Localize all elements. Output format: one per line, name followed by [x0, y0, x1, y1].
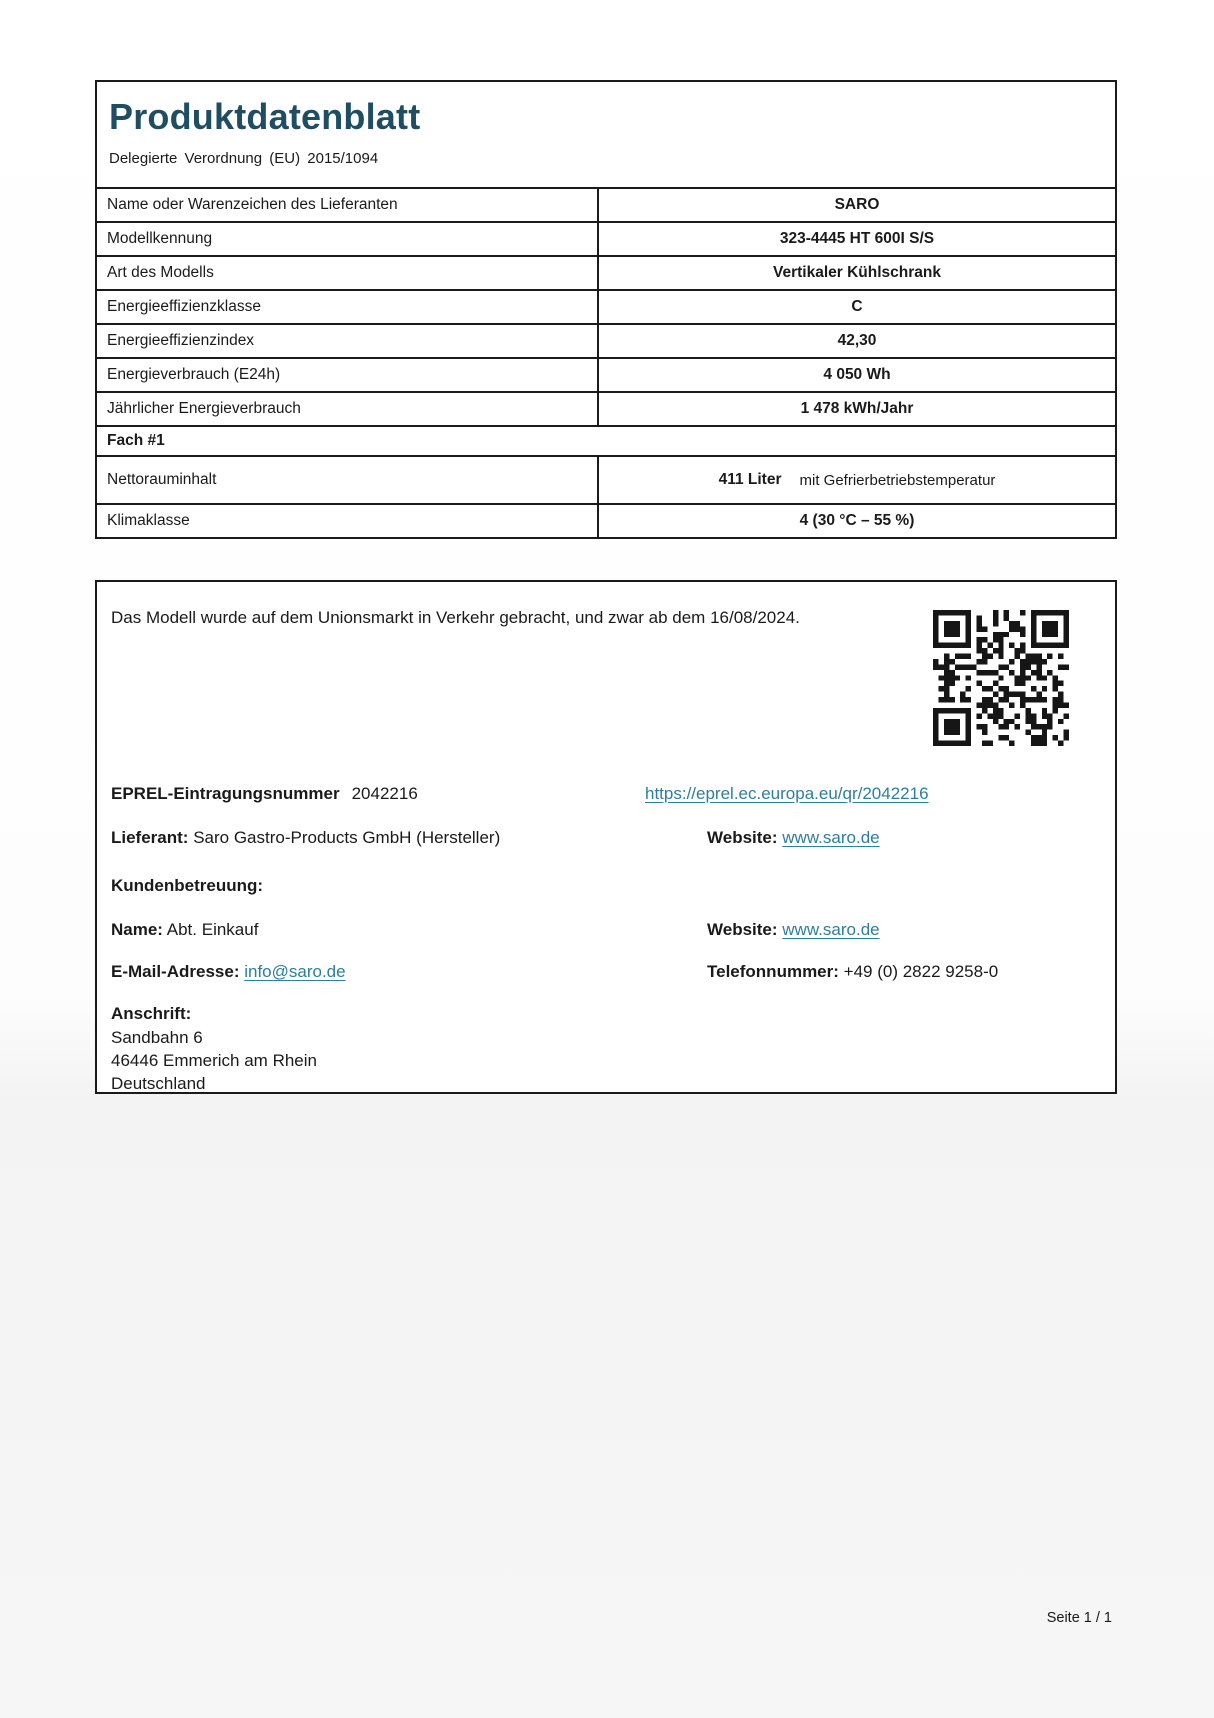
page-title: Produktdatenblatt	[109, 96, 421, 137]
email-line	[111, 962, 346, 982]
supplier-label: Lieferant:	[111, 828, 189, 847]
spec-value: 42,30	[597, 325, 1115, 357]
contact-name-line	[111, 920, 258, 940]
spec-value	[597, 457, 1115, 503]
spec-label: Nettorauminhalt	[107, 471, 217, 488]
compartment-section-header: Fach #1	[97, 425, 1115, 455]
table-row	[97, 221, 1115, 255]
table-row	[97, 455, 1115, 503]
spec-label: Name oder Warenzeichen des Lieferanten	[107, 196, 398, 213]
supplier-line	[111, 828, 500, 848]
eprel-number: 2042216	[351, 784, 418, 803]
spec-label: Klimaklasse	[107, 512, 190, 529]
table-row	[97, 357, 1115, 391]
email-label: E-Mail-Adresse:	[111, 962, 240, 981]
spec-label: Modellkennung	[107, 230, 213, 247]
address-heading: Anschrift:	[111, 1004, 192, 1023]
phone-label: Telefonnummer:	[707, 962, 839, 981]
table-row	[97, 255, 1115, 289]
eprel-number-line	[111, 784, 418, 804]
spec-value: C	[597, 291, 1115, 323]
spec-value: Vertikaler Kühlschrank	[597, 257, 1115, 289]
regulation-subtitle: Delegierte Verordnung (EU) 2015/1094	[109, 150, 379, 167]
supplier-name: Saro Gastro-Products GmbH (Hersteller)	[193, 828, 501, 847]
phone-line	[707, 962, 998, 982]
website-link[interactable]: www.saro.de	[782, 920, 880, 939]
spec-label: Energieeffizienzklasse	[107, 298, 261, 315]
address-line: Deutschland	[111, 1074, 206, 1093]
page-number: Seite 1 / 1	[1046, 1610, 1112, 1626]
supplier-info-box	[95, 580, 1117, 1094]
website-line-2	[707, 920, 880, 940]
table-row	[97, 187, 1115, 221]
contact-name: Abt. Einkauf	[166, 920, 259, 939]
eprel-link[interactable]: https://eprel.ec.europa.eu/qr/2042216	[645, 784, 929, 803]
eprel-label: EPREL-Eintragungsnummer	[111, 784, 340, 803]
spec-value: 4 050 Wh	[597, 359, 1115, 391]
spec-value: 1 478 kWh/Jahr	[597, 393, 1115, 425]
spec-label: Energieverbrauch (E24h)	[107, 366, 281, 383]
spec-label: Jährlicher Energieverbrauch	[107, 400, 301, 417]
spec-label: Energieeffizienzindex	[107, 332, 255, 349]
customer-support-heading: Kundenbetreuung:	[111, 876, 264, 895]
qr-code-icon	[933, 610, 1069, 746]
contact-name-label: Name:	[111, 920, 163, 939]
website-link[interactable]: www.saro.de	[782, 828, 880, 847]
spec-value: SARO	[597, 189, 1115, 221]
email-link[interactable]: info@saro.de	[244, 962, 346, 981]
table-row	[97, 503, 1115, 537]
table-row	[97, 391, 1115, 425]
net-volume-note: mit Gefrierbetriebstemperatur	[799, 471, 996, 489]
address-line: 46446 Emmerich am Rhein	[111, 1051, 317, 1070]
table-row	[97, 323, 1115, 357]
phone-number: +49 (0) 2822 9258-0	[843, 962, 999, 981]
website-line	[707, 828, 880, 848]
table-row	[97, 289, 1115, 323]
website-label: Website:	[707, 920, 778, 939]
address-line: Sandbahn 6	[111, 1028, 203, 1047]
market-placement-statement: Das Modell wurde auf dem Unionsmarkt in Verkehr gebracht, und zwar ab dem 16/08/2024.	[111, 608, 800, 627]
spec-value: 4 (30 °C – 55 %)	[597, 505, 1115, 537]
net-volume-value: 411 Liter	[718, 471, 782, 488]
spec-label: Art des Modells	[107, 264, 214, 281]
website-label: Website:	[707, 828, 778, 847]
spec-value: 323-4445 HT 600I S/S	[597, 223, 1115, 255]
title-block	[97, 82, 1115, 187]
eprel-link-line	[645, 784, 929, 804]
spec-table	[95, 80, 1117, 539]
